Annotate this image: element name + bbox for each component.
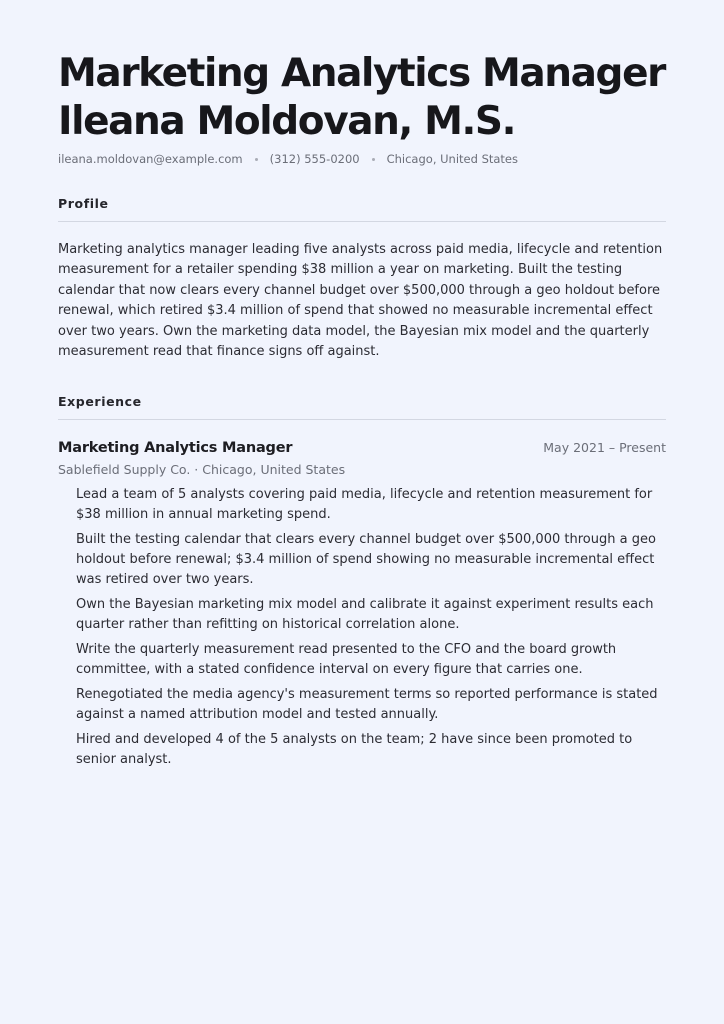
section-divider	[58, 221, 666, 222]
contact-email[interactable]: ileana.moldovan@example.com	[58, 152, 243, 166]
job-header	[58, 440, 666, 456]
profile-heading: Profile	[58, 196, 109, 211]
job-entry	[58, 440, 666, 770]
profile-section	[58, 196, 666, 362]
separator-dot	[255, 158, 258, 161]
job-bullet: Renegotiated the media agency's measurement terms so reported performance is stated against a named attribution model and tested annually.	[76, 687, 658, 722]
profile-summary: Marketing analytics manager leading five analysts across paid media, lifecycle and retention measurement for a retailer spending $38 million a year on marketing. Built the testing calendar that now clears every channel budget over $500,000 through a geo holdout before renewal, which retired $3.4 million of spend that showed no measurable incremental effect over two years. Own the marketing data model, the Bayesian mix model and the quarterly measurement read that finance signs off against.	[58, 242, 663, 360]
job-dates: May 2021 – Present	[543, 440, 666, 455]
job-bullet: Lead a team of 5 analysts covering paid media, lifecycle and retention measurement for $38 million in annual marketing spend.	[76, 487, 653, 522]
resume-page	[58, 50, 666, 767]
contact-line	[58, 151, 666, 167]
separator-dot	[372, 158, 375, 161]
section-divider	[58, 419, 666, 420]
resume-headline	[58, 50, 666, 146]
job-bullet: Built the testing calendar that clears every channel budget over $500,000 through a geo holdout before renewal; $3.4 million of spend showing no measurable incremental effect was retired over two years.	[76, 532, 656, 587]
job-title: Marketing Analytics Manager	[58, 440, 293, 456]
job-bullet: Write the quarterly measurement read presented to the CFO and the board growth committee, with a stated confidence interval on every figure that carries one.	[76, 642, 617, 677]
contact-phone[interactable]: (312) 555-0200	[269, 152, 360, 166]
job-bullet: Own the Bayesian marketing mix model and calibrate it against experiment results each quarter rather than refitting on historical correlation alone.	[76, 597, 654, 632]
job-company-location: Sablefield Supply Co. · Chicago, United States	[58, 462, 346, 477]
job-bullets	[58, 485, 666, 770]
job-bullet: Hired and developed 4 of the 5 analysts on the team; 2 have since been promoted to senior analyst.	[76, 732, 633, 767]
experience-section	[58, 394, 666, 775]
experience-heading: Experience	[58, 394, 142, 409]
candidate-name: Ileana Moldovan, M.S.	[58, 99, 516, 144]
role-title: Marketing Analytics Manager	[58, 51, 665, 96]
contact-location: Chicago, United States	[386, 152, 518, 166]
